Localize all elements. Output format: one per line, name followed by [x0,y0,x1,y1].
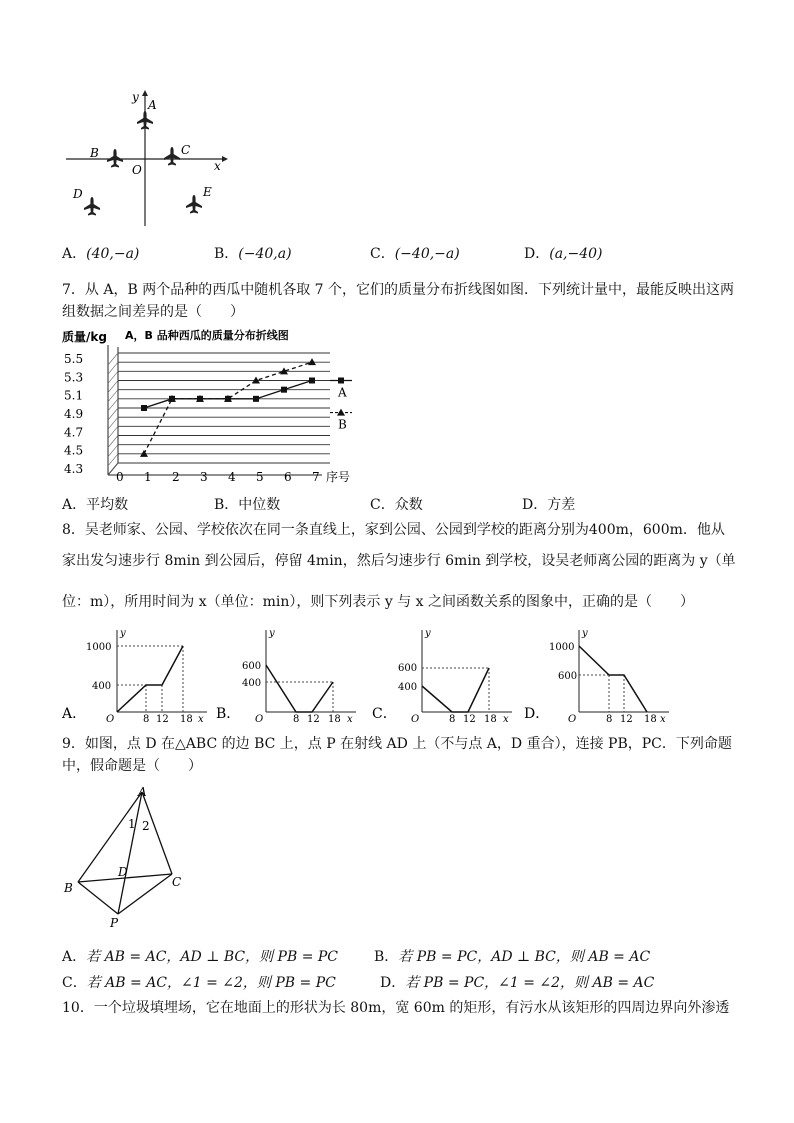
fig6-label-b: B [90,146,99,160]
svg-text:18: 18 [644,714,657,724]
fig6-label-e: E [203,185,212,199]
q6-figure [60,88,230,228]
q9-question-line1: 9．如图，点 D 在△ABC 的边 BC 上，点 P 在射线 AD 上（不与点 A，D 重合），连接 PB，PC．下列命题 [62,736,732,752]
svg-text:18: 18 [484,714,497,724]
point-A [141,405,147,411]
svg-text:D: D [118,865,128,879]
chart-xlabel: 序号 [326,470,351,484]
svg-text:C．: C． [372,706,397,722]
q7-question-line1: 7．从 A，B 两个品种的西瓜中随机各取 7 个，它们的质量分布折线图如图．下列统计量中，最能反映出这两 [62,282,735,298]
svg-text:2: 2 [142,819,150,833]
svg-text:12: 12 [463,714,476,724]
q7-option-a: A．平均数 [62,497,129,513]
airplane-e-icon [186,195,202,214]
svg-text:12: 12 [307,714,320,724]
fig6-label-d: D [73,187,83,201]
svg-text:600: 600 [398,663,418,674]
svg-text:400: 400 [92,681,112,692]
q7-option-d: D．方差 [522,497,576,513]
svg-text:1000: 1000 [549,642,575,653]
svg-text:B．: B． [216,706,241,722]
q6-option-a: A．(40,−a) [62,246,140,262]
y-tick-label: 5.5 [64,352,84,366]
series-line-A [144,381,312,409]
q10-question-line1: 10．一个垃圾填埋场，它在地面上的形状为长 80m，宽 60m 的矩形，有污水从该矩形的四周边界向外渗透 [62,1000,730,1016]
svg-text:B: B [64,881,73,895]
fig6-label-y: y [132,90,139,104]
x-tick-label: 2 [172,470,180,484]
q8-graph-b [216,624,366,724]
svg-text:O: O [106,714,115,724]
q9-option-c: C．若 AB = AC，∠1 = ∠2，则 PB = PC [62,975,336,991]
y-tick-label: 4.7 [64,425,84,440]
svg-text:y: y [120,628,126,639]
svg-text:12: 12 [620,714,633,724]
q7-chart [60,325,360,485]
y-tick-label: 5.3 [64,370,84,385]
fig6-label-c: C [181,143,191,157]
x-tick-label: 3 [200,470,208,484]
q9-question-line2: 中，假命题是（ ） [62,758,202,774]
point-B [308,358,316,365]
svg-text:A．: A． [62,706,87,722]
svg-text:8: 8 [293,714,300,724]
fig6-label-a: A [148,98,157,112]
airplane-d-icon [84,197,100,216]
svg-text:x: x [503,714,509,724]
y-tick-label: 4.3 [64,462,84,476]
svg-text:600: 600 [558,671,578,682]
airplane-c-icon [164,147,180,166]
x-tick-label: 5 [256,470,264,484]
svg-text:600: 600 [242,661,262,672]
svg-text:D．: D． [524,706,550,722]
q6-option-d: D．(a,−40) [524,246,603,262]
svg-text:8: 8 [606,714,613,724]
svg-text:8: 8 [143,714,150,724]
x-tick-label: 0 [116,470,124,484]
y-tick-label: 5.1 [64,388,84,403]
chart-ylabel: 质量/kg [62,330,107,344]
chart-title: A，B 品种西瓜的质量分布折线图 [125,329,289,342]
svg-text:400: 400 [398,682,418,693]
svg-text:y: y [582,628,588,639]
q9-option-a: A．若 AB = AC，AD ⊥ BC，则 PB = PC [62,949,339,965]
svg-text:x: x [198,714,204,724]
svg-text:1: 1 [128,817,136,831]
point-A [281,387,287,393]
q8-graph-d [524,624,674,724]
svg-text:1000: 1000 [86,642,112,653]
q9-option-b: B．若 PB = PC，AD ⊥ BC，则 AB = AC [374,949,651,965]
point-A [253,396,259,402]
y-tick-label: 4.9 [64,407,84,421]
svg-text:y: y [269,628,275,639]
svg-text:18: 18 [328,714,341,724]
svg-text:18: 18 [180,714,193,724]
svg-text:A: A [138,785,147,799]
svg-text:O: O [255,714,264,724]
svg-text:x: x [347,714,353,724]
svg-text:O: O [568,714,577,724]
legend-label-B: B [338,417,347,432]
q9-option-d: D．若 PB = PC，∠1 = ∠2，则 AB = AC [380,975,655,991]
svg-text:8: 8 [449,714,456,724]
x-tick-label: 4 [228,470,236,484]
legend-marker-B [337,409,345,416]
q7-option-b: B．中位数 [214,497,281,513]
q8-graph-c [372,624,522,724]
x-tick-label: 6 [284,470,292,484]
svg-text:P: P [110,916,119,930]
svg-text:C: C [172,875,182,889]
x-tick-label: 7 [312,470,320,484]
legend-label-A: A [338,385,347,400]
x-tick-label: 1 [144,470,152,484]
svg-text:O: O [411,714,420,724]
airplane-b-icon [107,149,123,168]
legend-marker-A [338,378,344,384]
q9-figure [60,782,200,932]
y-tick-label: 4.5 [64,443,84,458]
q6-option-b: B．(−40,a) [214,246,292,262]
svg-text:400: 400 [242,678,262,689]
q7-option-c: C．众数 [370,497,423,513]
point-B [140,450,148,457]
q6-option-c: C．(−40,−a) [370,246,460,262]
q8-graph-a [62,624,212,724]
point-A [309,378,315,384]
q8-question-line1: 8．吴老师家、公园、学校依次在同一条直线上，家到公园、公园到学校的距离分别为400m，600m．他从 [62,522,725,538]
fig6-label-o: O [132,163,142,177]
svg-text:12: 12 [156,714,169,724]
q8-question-line3: 位：m），所用时间为 x（单位：min），则下列表示 y 与 x 之间函数关系的图象中，正确的是（ ） [62,594,694,610]
airplane-a-icon [137,111,153,130]
svg-text:x: x [660,714,666,724]
q8-question-line2: 家出发匀速步行 8min 到公园后，停留 4min，然后匀速步行 6min 到学校，设吴老师离公园的距离为 y（单 [62,553,736,569]
q7-question-line2: 组数据之间差异的是（ ） [62,304,244,320]
svg-text:y: y [425,628,431,639]
fig6-label-x: x [214,159,221,173]
